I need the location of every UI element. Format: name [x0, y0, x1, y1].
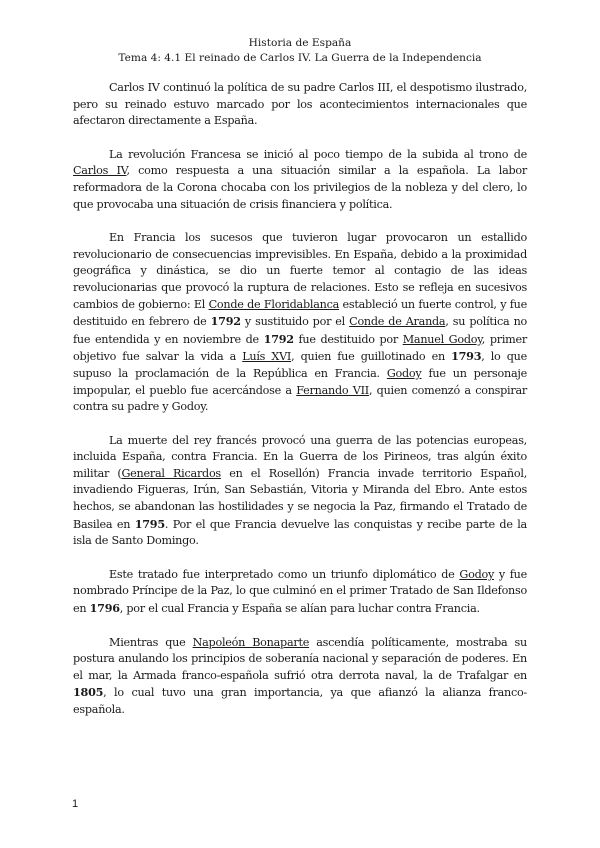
link-luis-xvi[interactable]: Luís XVI	[242, 350, 292, 364]
paragraph-4-text-2: en el Rosellón) Francia invade territorio Español, invadiendo Figueras, Irún, San Sebastián, Vitoria y Miranda del Ebro. Ante estos hechos, se abandonan las hostilidades y se negocia la Paz, firmando el Tratado de Basilea en	[73, 466, 527, 531]
paragraph-6-text-2: ascendía políticamente, mostraba su postura anulando los principios de soberanía nacional y separación de poderes. En el mar, la Armada franco-española sufrió otra derrota naval, la de Trafalgar en	[73, 635, 528, 682]
paragraph-1-text: Carlos IV continuó la política de su padre Carlos III, el despotismo ilustrado, pero su reinado estuvo marcado por los acontecimientos internacionales que afectaron directamente a España.	[73, 81, 527, 128]
link-godoy-2[interactable]: Godoy	[459, 567, 495, 581]
paragraph-4	[73, 433, 527, 550]
paragraph-3	[73, 230, 527, 416]
paragraph-3-text-7: , quien fue guillotinado en	[291, 350, 452, 364]
paragraph-5-text-2: y fue nombrado Príncipe de la Paz, lo que culminó en el primer Tratado de San Ildefonso en	[73, 567, 527, 616]
paragraph-3-text-9: fue un personaje impopular, el pueblo fue acercándose a	[73, 366, 527, 397]
header-title: Historia de España	[248, 37, 352, 49]
paragraph-2-text-1: La revolución Francesa se inició al poco tiempo de la subida al trono de	[109, 147, 527, 161]
link-carlos-iv[interactable]: Carlos IV	[73, 164, 127, 178]
paragraph-2	[73, 147, 527, 213]
paragraph-5	[73, 567, 527, 618]
paragraph-2-text-2: , como respuesta a una situación similar a la española. La labor reformadora de la Corona chocaba con los privilegios de la nobleza y del clero, lo que provocaba una situación de crisis financiera y política.	[73, 164, 527, 211]
paragraph-4-text-3: . Por el que Francia devuelve las conquistas y recibe parte de la isla de Santo Domingo.	[73, 517, 527, 548]
paragraph-6	[73, 635, 527, 719]
year-1796: 1796	[89, 601, 120, 616]
link-manuel-godoy[interactable]: Manuel Godoy	[402, 332, 482, 346]
paragraph-3-text-4: , su política no fue entendida y en noviembre de	[73, 315, 528, 346]
paragraph-6-text-1: Mientras que	[109, 635, 193, 649]
paragraph-3-text-2: estableció un fuerte control, y fue destituido en febrero de	[73, 297, 527, 329]
paragraph-4-text-1: La muerte del rey francés provocó una guerra de las potencias europeas, incluida España, contra Francia. En la Guerra de los Pirineos, tras algún éxito militar (	[73, 433, 527, 480]
paragraph-3-text-1: En Francia los sucesos que tuvieron lugar provocaron un estallido revolucionario de consecuencias imprevisibles. En España, debido a la proximidad geográfica y dinástica, se dio un fuerte temor al contagio de las ideas revolucionarias que provocó la ruptura de relaciones. Esto se refleja en sucesivos cambios de gobierno: El	[73, 231, 527, 311]
document-body	[73, 80, 527, 736]
link-napoleon-bonaparte[interactable]: Napoleón Bonaparte	[192, 635, 310, 649]
page-number: 1	[72, 798, 79, 810]
paragraph-5-text-1: Este tratado fue interpretado como un triunfo diplomático de	[109, 567, 460, 581]
link-godoy[interactable]: Godoy	[386, 366, 422, 380]
link-conde-floridablanca[interactable]: Conde de Floridablanca	[208, 297, 340, 311]
paragraph-5-text-3: , por el cual Francia y España se alían para luchar contra Francia.	[119, 602, 480, 616]
page-header	[60, 36, 540, 65]
link-general-ricardos[interactable]: General Ricardos	[121, 466, 221, 480]
paragraph-3-text-3: y sustituido por el	[240, 315, 350, 329]
paragraph-1	[73, 80, 527, 130]
year-1805: 1805	[73, 685, 104, 700]
paragraph-6-text-3: , lo cual tuvo una gran importancia, ya que afianzó la alianza franco-española.	[73, 686, 527, 716]
header-subtitle: Tema 4: 4.1 El reinado de Carlos IV. La Guerra de la Independencia	[118, 51, 482, 64]
link-conde-aranda[interactable]: Conde de Aranda	[349, 315, 446, 329]
year-1793: 1793	[451, 349, 482, 364]
paragraph-3-text-5: fue destituido por	[293, 332, 403, 346]
link-fernando-vii[interactable]: Fernando VII	[296, 383, 369, 397]
year-1792-b: 1792	[263, 331, 294, 346]
year-1792-a: 1792	[210, 314, 241, 329]
year-1795: 1795	[134, 516, 165, 531]
paragraph-3-text-6: , primer objetivo fue salvar la vida a	[73, 332, 527, 364]
paragraph-3-text-10: , quien comenzó a conspirar contra su padre y Godoy.	[73, 383, 528, 414]
paragraph-3-text-8: , lo que supuso la proclamación de la República en Francia.	[73, 350, 527, 380]
